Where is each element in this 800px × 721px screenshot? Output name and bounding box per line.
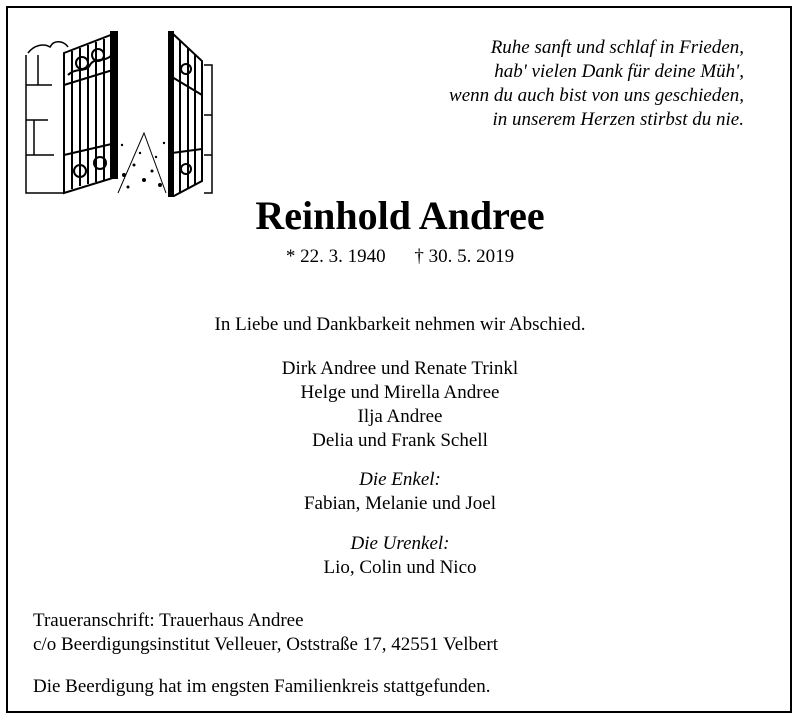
family-member: Delia und Frank Schell — [312, 430, 488, 451]
poem — [364, 36, 744, 132]
farewell-text: In Liebe und Dankbarkeit nehmen wir Abschied. — [214, 314, 586, 335]
great-grandchildren-label: Die Urenkel: — [350, 533, 450, 554]
family-list — [0, 357, 800, 453]
funeral-note: Die Beerdigung hat im engsten Familienkreis stattgefunden. — [33, 676, 491, 697]
grandchildren-names: Fabian, Melanie und Joel — [303, 493, 497, 514]
great-grandchildren — [0, 532, 800, 580]
poem-line: in unserem Herzen stirbst du nie. — [492, 109, 744, 130]
family-member: Ilja Andree — [357, 406, 443, 427]
open-gate-icon — [24, 25, 214, 197]
mourning-address — [33, 609, 498, 657]
address-line: Traueranschrift: Trauerhaus Andree — [33, 610, 304, 631]
deceased-name: Reinhold Andree — [255, 193, 545, 238]
death-date: † 30. 5. 2019 — [414, 246, 515, 267]
poem-line: Ruhe sanft und schlaf in Frieden, — [490, 37, 744, 58]
birth-date: * 22. 3. 1940 — [285, 246, 386, 267]
grandchildren-label: Die Enkel: — [359, 469, 441, 490]
family-member: Helge und Mirella Andree — [300, 382, 500, 403]
life-dates — [0, 244, 800, 270]
poem-line: wenn du auch bist von uns geschieden, — [449, 85, 744, 106]
address-line: c/o Beerdigungsinstitut Velleuer, Oststraße 17, 42551 Velbert — [33, 634, 499, 655]
poem-line: hab' vielen Dank für deine Müh', — [494, 61, 744, 82]
grandchildren — [0, 468, 800, 516]
family-member: Dirk Andree und Renate Trinkl — [281, 358, 519, 379]
great-grandchildren-names: Lio, Colin und Nico — [323, 557, 477, 578]
